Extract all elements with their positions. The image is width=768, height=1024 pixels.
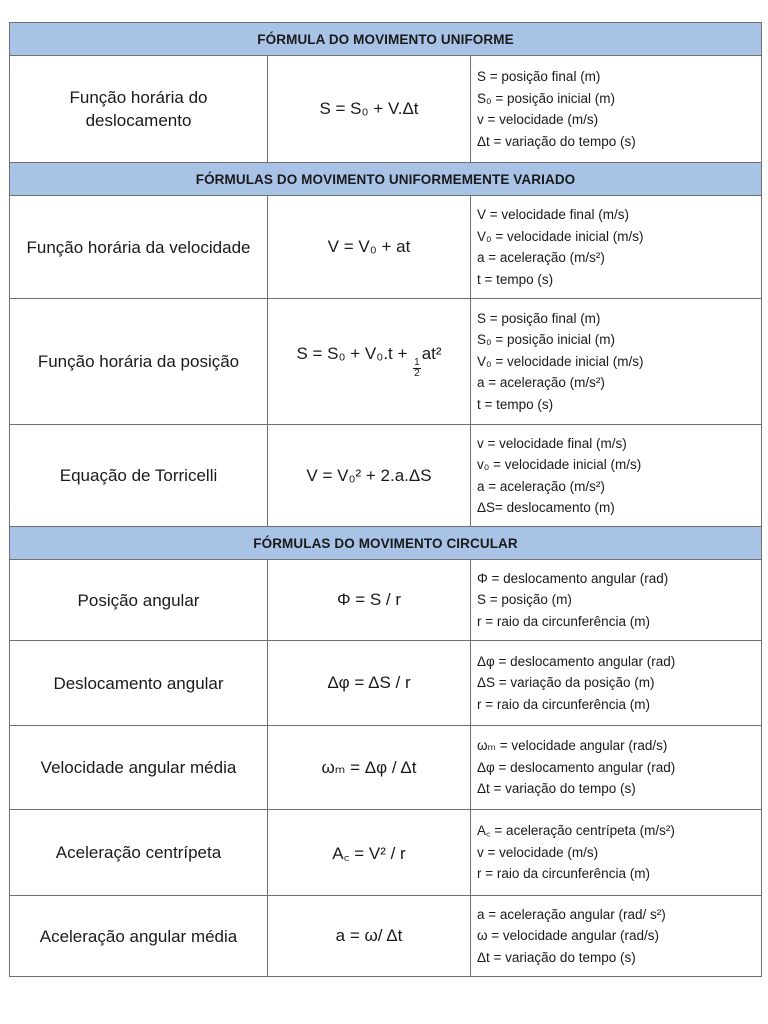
variable-list [471,425,762,527]
formula-expression [268,299,471,425]
variable-definition: Φ = deslocamento angular (rad) [477,570,669,586]
variable-definition: a = aceleração (m/s²) [477,375,605,391]
variable-definition: S = posição (m) [477,592,572,608]
formula-row [10,896,762,977]
formula-name: Função horária da velocidade [10,196,268,299]
formula-name: Função horária do deslocamento [10,56,268,163]
variable-definition: V = velocidade final (m/s) [477,207,629,222]
section-title: FÓRMULAS DO MOVIMENTO UNIFORMEMENTE VARIADO [10,163,762,196]
variable-definition: v = velocidade final (m/s) [477,435,627,451]
variable-definition: Δφ = deslocamento angular (rad) [477,759,676,775]
formula-expression: Φ = S / r [268,560,471,641]
variable-list [471,196,762,299]
formula-rhs: at² [421,344,442,364]
variable-definition: r = raio da circunferência (m) [477,866,650,882]
variable-list [471,810,762,896]
variable-definition: A꜀ = aceleração centrípeta (m/s²) [477,823,675,839]
formula-name: Aceleração centrípeta [10,810,268,896]
formula-expression: S = S₀ + V.Δt [268,56,471,163]
formula-row [10,560,762,641]
variable-list [471,56,762,163]
formula-expression: Δφ = ΔS / r [268,641,471,726]
formula-lhs: S = S₀ + V₀.t + [296,344,413,364]
variable-definition: S = posição final (m) [477,69,601,84]
section-title: FÓRMULA DO MOVIMENTO UNIFORME [10,23,762,56]
variable-list [471,641,762,726]
variable-definition: V₀ = velocidade inicial (m/s) [477,353,644,369]
variable-definition: a = aceleração (m/s²) [477,478,605,494]
variable-definition: v₀ = velocidade inicial (m/s) [477,457,642,472]
formula-row [10,641,762,726]
formula-row [10,810,762,896]
variable-definition: v = velocidade (m/s) [477,844,599,860]
formula-name: Velocidade angular média [10,726,268,810]
fraction-numerator: 1 [414,356,420,368]
variable-definition: r = raio da circunferência (m) [477,696,650,712]
variable-definition: Δφ = deslocamento angular (rad) [477,653,676,669]
variable-list [471,299,762,425]
variable-definition: ω = velocidade angular (rad/s) [477,928,660,944]
formula-name: Aceleração angular média [10,896,268,977]
section-title: FÓRMULAS DO MOVIMENTO CIRCULAR [10,527,762,560]
variable-definition: a = aceleração (m/s²) [477,250,605,265]
formula-name: Posição angular [10,560,268,641]
variable-list [471,560,762,641]
variable-definition: S₀ = posição inicial (m) [477,90,616,106]
formula-name: Função horária da posição [10,299,268,425]
formula-expression: V = V₀² + 2.a.ΔS [268,425,471,527]
variable-list [471,726,762,810]
variable-definition: ΔS = variação da posição (m) [477,675,655,691]
formula-table [9,22,762,977]
formula-row [10,299,762,425]
variable-definition: r = raio da circunferência (m) [477,613,650,629]
section-header-uniforme [10,23,762,56]
fraction-denominator: 2 [414,367,420,379]
formula-name: Equação de Torricelli [10,425,268,527]
formula-sheet [9,22,761,977]
variable-definition: v = velocidade (m/s) [477,112,599,127]
variable-definition: S₀ = posição inicial (m) [477,332,616,348]
variable-definition: a = aceleração angular (rad/ s²) [477,906,666,922]
variable-list [471,896,762,977]
variable-definition: t = tempo (s) [477,396,554,412]
variable-definition: t = tempo (s) [477,271,554,287]
variable-definition: Δt = variação do tempo (s) [477,949,636,965]
variable-definition: ΔS= deslocamento (m) [477,500,615,515]
section-header-muv [10,163,762,196]
formula-expression: A꜀ = V² / r [268,810,471,896]
variable-definition: S = posição final (m) [477,310,601,326]
formula-row [10,196,762,299]
variable-definition: ωₘ = velocidade angular (rad/s) [477,738,668,754]
formula-expression: a = ω/ Δt [268,896,471,977]
section-header-circular [10,527,762,560]
variable-definition: V₀ = velocidade inicial (m/s) [477,228,644,244]
formula-name: Deslocamento angular [10,641,268,726]
variable-definition: Δt = variação do tempo (s) [477,781,636,797]
fraction-one-half [413,358,421,379]
variable-definition: Δt = variação do tempo (s) [477,133,636,149]
formula-expression: V = V₀ + at [268,196,471,299]
formula-row [10,56,762,163]
formula-row [10,425,762,527]
formula-expression: ωₘ = Δφ / Δt [268,726,471,810]
formula-row [10,726,762,810]
